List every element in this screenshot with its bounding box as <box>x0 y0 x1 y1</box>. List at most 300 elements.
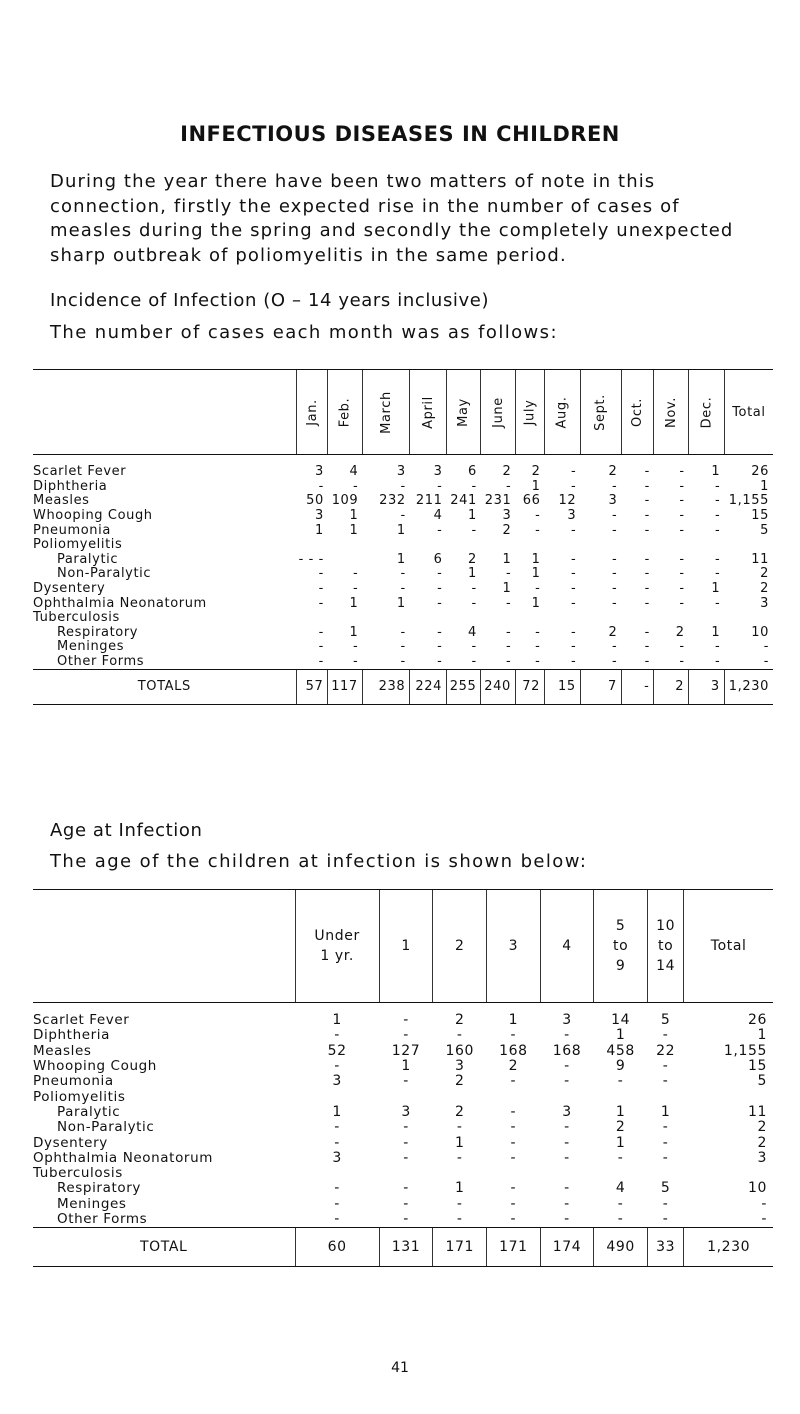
row-label: Poliomyelitis <box>33 537 123 553</box>
row-label: Non-Paralytic <box>57 1119 155 1136</box>
table-cell: 15 <box>747 1058 767 1075</box>
table-cell: - <box>334 1058 340 1075</box>
column-header <box>689 370 725 455</box>
table-cell: 4 <box>615 1180 626 1197</box>
column-header <box>654 370 689 455</box>
table-cell: 1 <box>396 522 406 538</box>
table-cell <box>446 611 480 626</box>
table-cell: - <box>437 478 443 494</box>
row-label: Other Forms <box>57 1211 148 1227</box>
table-cell: 2 <box>454 1012 465 1029</box>
table-cell: - <box>403 1012 409 1029</box>
total-cell: 7 <box>580 670 621 705</box>
table-cell <box>580 611 621 626</box>
table-cell: 52 <box>327 1042 347 1059</box>
table-cell: 3 <box>562 1012 572 1029</box>
table-cell <box>647 1089 683 1104</box>
column-header <box>296 370 328 455</box>
table-row <box>33 640 773 655</box>
column-header <box>540 890 594 1003</box>
table-cell: - <box>564 1119 570 1136</box>
table-cell <box>594 1166 648 1181</box>
table-cell: 3 <box>315 508 324 524</box>
table-cell: - <box>644 493 650 509</box>
table-cell: - <box>612 508 618 524</box>
row-label: Paralytic <box>57 1103 121 1120</box>
column-header <box>446 370 480 455</box>
table-cell: - <box>679 639 685 655</box>
table-cell: 26 <box>751 464 769 480</box>
table-cell: - <box>403 1073 409 1090</box>
row-label: Whooping Cough <box>33 508 153 524</box>
table-cell: 1 <box>396 551 406 567</box>
table-cell: - <box>612 566 618 582</box>
page-number: 41 <box>391 1360 409 1376</box>
table-cell <box>487 1166 541 1181</box>
row-label: Respiratory <box>57 1180 141 1197</box>
table-cell: - <box>662 1195 669 1212</box>
table-cell: - <box>570 595 577 611</box>
column-header-label: June <box>490 396 506 428</box>
table-cell: - <box>612 478 618 494</box>
table-cell: 2 <box>531 464 541 480</box>
column-header-line: Total <box>710 938 747 954</box>
table-cell: - <box>570 464 577 480</box>
table-cell <box>540 1089 594 1104</box>
table-row <box>33 596 773 611</box>
table-cell: - <box>403 1180 409 1197</box>
table-cell: 2 <box>675 624 685 640</box>
table-cell: - <box>644 551 650 567</box>
table-cell: - <box>510 1103 517 1120</box>
table-cell <box>328 538 362 553</box>
table-cell: - <box>318 566 324 582</box>
table-cell: 1 <box>349 624 359 640</box>
table-row <box>33 655 773 670</box>
table-cell: - <box>644 581 650 597</box>
table-cell: - <box>662 1073 669 1090</box>
table-cell: - <box>570 654 577 670</box>
row-label: Measles <box>33 493 90 509</box>
table-cell: - <box>334 1027 340 1044</box>
table-cell: - <box>644 464 650 480</box>
table-cell: - <box>617 1149 624 1166</box>
table-cell: - <box>437 639 443 655</box>
column-header-line: 3 <box>508 938 519 954</box>
table-row <box>33 1151 773 1166</box>
intro-paragraph: During the year there have been two matters of note in this connection, firstly the expected rise in the number of cases of measles during the spring and secondly the completely unexpected sharp outbreak of poliomyelitis in the same period. <box>50 171 734 266</box>
table-cell: - <box>662 1134 669 1151</box>
table-cell: - <box>506 624 512 640</box>
table-cell: 1 <box>396 595 406 611</box>
row-label: Other Forms <box>57 654 145 670</box>
table-cell: - <box>535 639 541 655</box>
table-cell: - <box>403 1134 409 1151</box>
column-header-line: 2 <box>454 938 465 954</box>
table-cell: - <box>353 654 359 670</box>
column-header-label: Sept. <box>593 393 609 431</box>
column-header <box>580 370 621 455</box>
table-cell <box>433 1166 487 1181</box>
table-cell: - <box>318 595 324 611</box>
table-cell: - - - <box>298 551 324 567</box>
table-cell: 4 <box>349 464 359 480</box>
table-cell <box>689 611 725 626</box>
row-label: Poliomyelitis <box>33 1088 126 1105</box>
table-cell: - <box>510 1073 517 1090</box>
table-cell: - <box>570 478 577 494</box>
table-cell: - <box>471 522 477 538</box>
total-cell: 33 <box>647 1228 683 1267</box>
row-label: Pneumonia <box>33 522 111 538</box>
column-header <box>621 370 654 455</box>
table-cell: - <box>612 581 618 597</box>
row-label: Meninges <box>57 639 125 655</box>
table-cell: - <box>437 624 443 640</box>
row-label: Paralytic <box>57 551 119 567</box>
table-cell: 3 <box>433 464 443 480</box>
table-cell <box>621 538 654 553</box>
table-cell: - <box>714 522 721 538</box>
table-cell <box>481 538 516 553</box>
table-cell: 2 <box>502 464 512 480</box>
table-cell: - <box>662 1058 669 1075</box>
table-cell: - <box>510 1134 517 1151</box>
table-cell: - <box>644 654 650 670</box>
table-cell: - <box>318 624 324 640</box>
table-cell: 10 <box>747 1180 767 1197</box>
table-cell: - <box>564 1073 570 1090</box>
table-cell: 2 <box>608 464 618 480</box>
table-cell: - <box>510 1211 517 1227</box>
table-cell <box>481 611 516 626</box>
table-cell: - <box>535 581 541 597</box>
column-header <box>647 890 683 1003</box>
total-cell: - <box>621 670 654 705</box>
table-row <box>33 1028 773 1043</box>
table-cell: - <box>400 639 406 655</box>
table-cell: 1 <box>502 551 512 567</box>
table-cell: - <box>570 639 577 655</box>
table-cell: - <box>679 522 685 538</box>
table-cell: 1 <box>711 581 721 597</box>
table-cell: - <box>662 1149 669 1166</box>
total-cell: 1,230 <box>684 1228 773 1267</box>
table-cell: 6 <box>433 551 443 567</box>
table-cell: - <box>403 1211 409 1227</box>
age-subheading: The age of the children at infection is shown below: <box>50 851 588 872</box>
column-header-line: 4 <box>562 938 572 954</box>
age-table-body <box>33 1003 773 1267</box>
table-row <box>33 567 773 582</box>
table-cell: - <box>400 581 406 597</box>
table-cell: 2 <box>757 1134 767 1151</box>
table-cell: - <box>617 1195 624 1212</box>
table-cell <box>540 1166 594 1181</box>
table-cell: 4 <box>433 508 443 524</box>
monthly-table-body <box>33 455 773 705</box>
table-cell: - <box>471 654 477 670</box>
total-cell: 255 <box>446 670 480 705</box>
page-title: INFECTIOUS DISEASES IN CHILDREN <box>180 122 620 146</box>
table-cell: 2 <box>608 624 618 640</box>
table-cell: 3 <box>608 493 618 509</box>
table-cell: - <box>679 478 685 494</box>
table-cell <box>654 538 689 553</box>
total-cell: 240 <box>481 670 516 705</box>
table-row <box>33 494 773 509</box>
table-cell: - <box>506 654 512 670</box>
total-cell: 238 <box>362 670 409 705</box>
total-cell: 3 <box>689 670 725 705</box>
table-cell <box>544 538 580 553</box>
table-cell: - <box>679 595 685 611</box>
table-cell <box>580 538 621 553</box>
row-label: Pneumonia <box>33 1073 114 1090</box>
table-cell: 1 <box>711 464 721 480</box>
table-cell: 1 <box>615 1103 626 1120</box>
table-cell: 168 <box>552 1042 582 1059</box>
table-row <box>33 1166 773 1181</box>
column-header-label: Aug. <box>554 396 570 428</box>
table-cell: 1 <box>531 595 541 611</box>
table-cell: 1 <box>454 1134 465 1151</box>
column-header <box>433 890 487 1003</box>
table-cell <box>362 611 409 626</box>
column-header-line: 1 yr. <box>320 948 354 964</box>
table-cell: - <box>763 639 769 655</box>
table-cell: 2 <box>615 1119 626 1136</box>
table-cell <box>515 611 544 626</box>
row-label: Non-Paralytic <box>57 566 152 582</box>
row-label: Meninges <box>57 1195 127 1212</box>
table-cell: 9 <box>615 1058 626 1075</box>
table-cell: - <box>510 1180 517 1197</box>
table-cell: - <box>617 1211 624 1227</box>
table-cell: - <box>471 639 477 655</box>
row-label: Dysentery <box>33 581 106 597</box>
column-header-line: 9 <box>615 958 626 974</box>
table-cell: - <box>617 1073 624 1090</box>
table-cell: - <box>612 654 618 670</box>
table-cell: 12 <box>558 493 577 509</box>
table-row <box>33 1120 773 1135</box>
table-cell: - <box>763 654 769 670</box>
table-cell: 160 <box>445 1042 474 1059</box>
table-cell <box>433 1089 487 1104</box>
table-cell: - <box>437 595 443 611</box>
table-cell: - <box>510 1149 517 1166</box>
table-cell: 5 <box>660 1180 671 1197</box>
table-cell <box>724 611 773 626</box>
column-header <box>410 370 447 455</box>
table-cell: 3 <box>757 1149 767 1166</box>
total-cell: 224 <box>410 670 447 705</box>
table-cell: - <box>644 508 650 524</box>
table-row <box>33 509 773 524</box>
table-cell: 1 <box>502 581 512 597</box>
table-cell: - <box>400 478 406 494</box>
table-row <box>33 1074 773 1089</box>
table-cell: - <box>318 639 324 655</box>
table-cell: 1 <box>349 508 359 524</box>
table-cell: - <box>506 595 512 611</box>
table-cell: 3 <box>760 595 769 611</box>
table-cell: 11 <box>751 551 769 567</box>
column-header-line: 5 <box>615 918 626 934</box>
column-header <box>594 890 648 1003</box>
table-cell: 1 <box>454 1180 465 1197</box>
table-cell: - <box>510 1027 517 1044</box>
table-cell: - <box>334 1180 340 1197</box>
table-cell: - <box>318 581 324 597</box>
table-cell: 458 <box>606 1042 635 1059</box>
table-row <box>33 626 773 641</box>
table-row <box>33 1105 773 1120</box>
table-cell: 3 <box>401 1103 411 1120</box>
table-cell: 1 <box>531 551 541 567</box>
table-cell: 2 <box>508 1058 519 1075</box>
table-cell: - <box>353 639 359 655</box>
table-cell: - <box>679 654 685 670</box>
table-cell: - <box>612 639 618 655</box>
total-cell: 57 <box>296 670 328 705</box>
total-cell: 2 <box>654 670 689 705</box>
table-cell: - <box>318 478 324 494</box>
table-cell: 2 <box>760 581 769 597</box>
table-cell: 3 <box>315 464 324 480</box>
table-cell <box>647 1166 683 1181</box>
column-header-line: 1 <box>401 938 411 954</box>
table-cell: - <box>714 493 721 509</box>
table-cell: 1 <box>332 1012 342 1029</box>
table-cell: 211 <box>415 493 443 509</box>
table-cell: 3 <box>567 508 577 524</box>
table-cell: - <box>510 1195 517 1212</box>
table-cell: - <box>570 566 577 582</box>
table-row <box>33 523 773 538</box>
total-cell: 171 <box>433 1228 487 1267</box>
table-cell: 2 <box>502 522 512 538</box>
table-cell: 1 <box>531 566 541 582</box>
table-cell <box>379 1089 433 1104</box>
table-cell <box>689 538 725 553</box>
row-label: Tuberculosis <box>33 1165 123 1182</box>
table-cell: 4 <box>467 624 477 640</box>
table-cell: - <box>644 522 650 538</box>
age-infection-table <box>33 889 773 1267</box>
row-label: Ophthalmia Neonatorum <box>33 595 207 611</box>
column-header-line: 14 <box>656 958 676 974</box>
table-cell: 66 <box>522 493 541 509</box>
table-cell: 2 <box>454 1073 465 1090</box>
table-cell: - <box>679 551 685 567</box>
totals-label: TOTALS <box>33 670 296 705</box>
table-cell: 26 <box>747 1012 767 1029</box>
table-cell: 3 <box>396 464 406 480</box>
table-cell: 5 <box>757 1073 767 1090</box>
total-cell: 117 <box>328 670 362 705</box>
table-cell <box>328 553 362 568</box>
table-cell: - <box>714 595 721 611</box>
table-cell: - <box>570 551 577 567</box>
table-cell: 1 <box>349 595 359 611</box>
table-row <box>33 611 773 626</box>
table-cell: - <box>456 1149 463 1166</box>
table-row <box>33 538 773 553</box>
table-cell: - <box>437 581 443 597</box>
age-table-header <box>33 890 773 1003</box>
table-cell: - <box>456 1119 463 1136</box>
table-cell: 1 <box>401 1058 411 1075</box>
table-cell: - <box>334 1134 340 1151</box>
table-cell: 5 <box>760 522 769 538</box>
table-cell: - <box>437 566 443 582</box>
total-cell: 1,230 <box>724 670 773 705</box>
table-cell <box>487 1089 541 1104</box>
total-cell: 490 <box>594 1228 648 1267</box>
table-cell: - <box>437 654 443 670</box>
table-cell: - <box>679 566 685 582</box>
table-cell <box>684 1089 773 1104</box>
column-header-label: Dec. <box>698 396 714 428</box>
table-cell: 168 <box>499 1042 528 1059</box>
column-header-label: Oct. <box>630 397 646 427</box>
table-cell: 231 <box>484 493 512 509</box>
column-header-label: May <box>456 397 472 427</box>
table-cell: - <box>403 1119 409 1136</box>
table-cell: - <box>714 508 721 524</box>
incidence-heading: Incidence of Infection (O – 14 years inclusive) <box>50 290 490 311</box>
table-cell: - <box>570 581 577 597</box>
column-header-line: 10 <box>656 918 676 934</box>
table-cell: - <box>714 654 721 670</box>
column-header <box>328 370 362 455</box>
table-cell <box>296 538 328 553</box>
table-cell: 22 <box>656 1042 676 1059</box>
table-row <box>33 1089 773 1104</box>
table-cell <box>621 611 654 626</box>
total-cell: 72 <box>515 670 544 705</box>
table-cell: 241 <box>450 493 477 509</box>
total-cell: 131 <box>379 1228 433 1267</box>
table-cell <box>410 611 447 626</box>
table-cell: 3 <box>332 1149 342 1166</box>
table-cell: - <box>437 522 443 538</box>
table-cell: - <box>761 1195 767 1212</box>
table-cell: - <box>679 493 685 509</box>
table-cell: - <box>644 566 650 582</box>
table-cell: - <box>334 1119 340 1136</box>
table-cell: 11 <box>747 1103 767 1120</box>
table-cell: - <box>535 624 541 640</box>
monthly-table-header <box>33 370 773 455</box>
table-cell: - <box>535 522 541 538</box>
table-cell: - <box>471 595 477 611</box>
table-cell: - <box>644 639 650 655</box>
row-label: Diphtheria <box>33 478 108 494</box>
row-label: Measles <box>33 1042 92 1059</box>
column-header <box>295 890 379 1003</box>
column-header-label: July <box>522 399 538 425</box>
table-cell: - <box>564 1180 570 1197</box>
row-label: Whooping Cough <box>33 1058 157 1075</box>
table-cell: 14 <box>611 1012 631 1029</box>
column-header <box>684 890 773 1003</box>
incidence-subheading: The number of cases each month was as follows: <box>50 322 558 343</box>
column-header-line: Under <box>314 928 360 944</box>
table-cell: - <box>564 1211 570 1227</box>
